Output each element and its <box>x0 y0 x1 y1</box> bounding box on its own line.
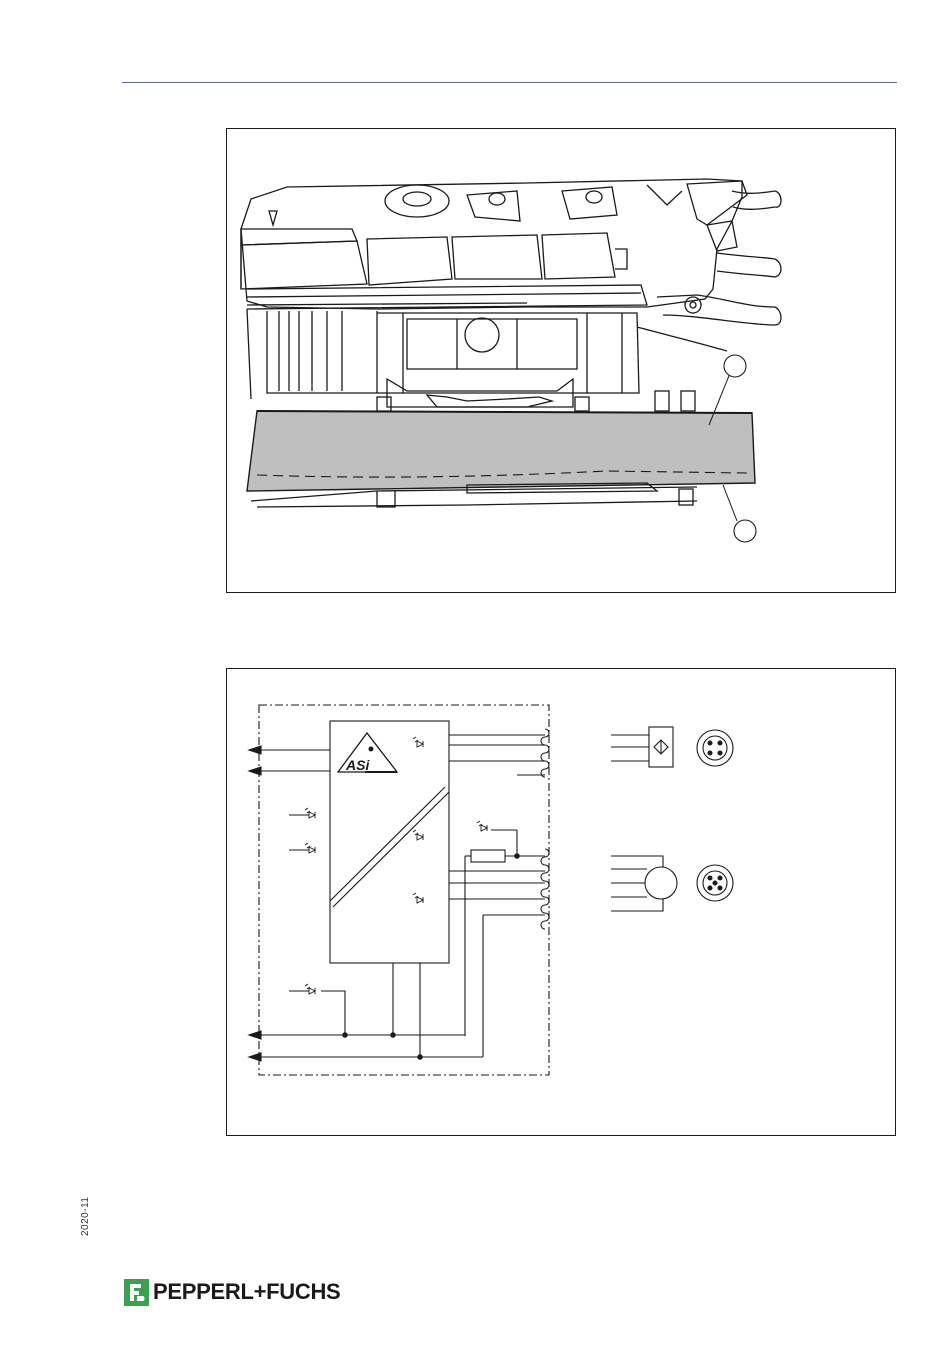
header-rule <box>122 82 897 83</box>
housing-top <box>241 179 742 309</box>
five-pin-connector-icon <box>697 865 733 901</box>
conveyor-beam <box>247 411 755 491</box>
brand-name: PEPPERL+FUCHS <box>153 1279 341 1304</box>
fuse-resistor <box>471 850 505 862</box>
callout-2 <box>734 520 756 542</box>
asi-logo <box>338 733 397 773</box>
four-pin-connector-icon <box>697 730 733 766</box>
document-date: 2020-11 <box>80 1196 91 1236</box>
mechanical-drawing-figure <box>226 128 896 593</box>
clamp-block <box>367 237 452 285</box>
bolt-head <box>385 185 449 217</box>
actuator-symbol <box>645 867 677 899</box>
wiring-diagram-figure <box>226 668 896 1136</box>
callout-1 <box>724 355 746 377</box>
pepperl-fuchs-logo-icon <box>124 1279 149 1306</box>
vertical-fins <box>267 311 377 393</box>
brand-logo <box>124 1277 340 1307</box>
bolt <box>465 318 499 352</box>
led-symbols <box>289 737 487 994</box>
wiring-diagram <box>227 669 895 1135</box>
asi-logo-text: ASi <box>346 757 370 773</box>
mechanical-drawing <box>227 129 895 592</box>
